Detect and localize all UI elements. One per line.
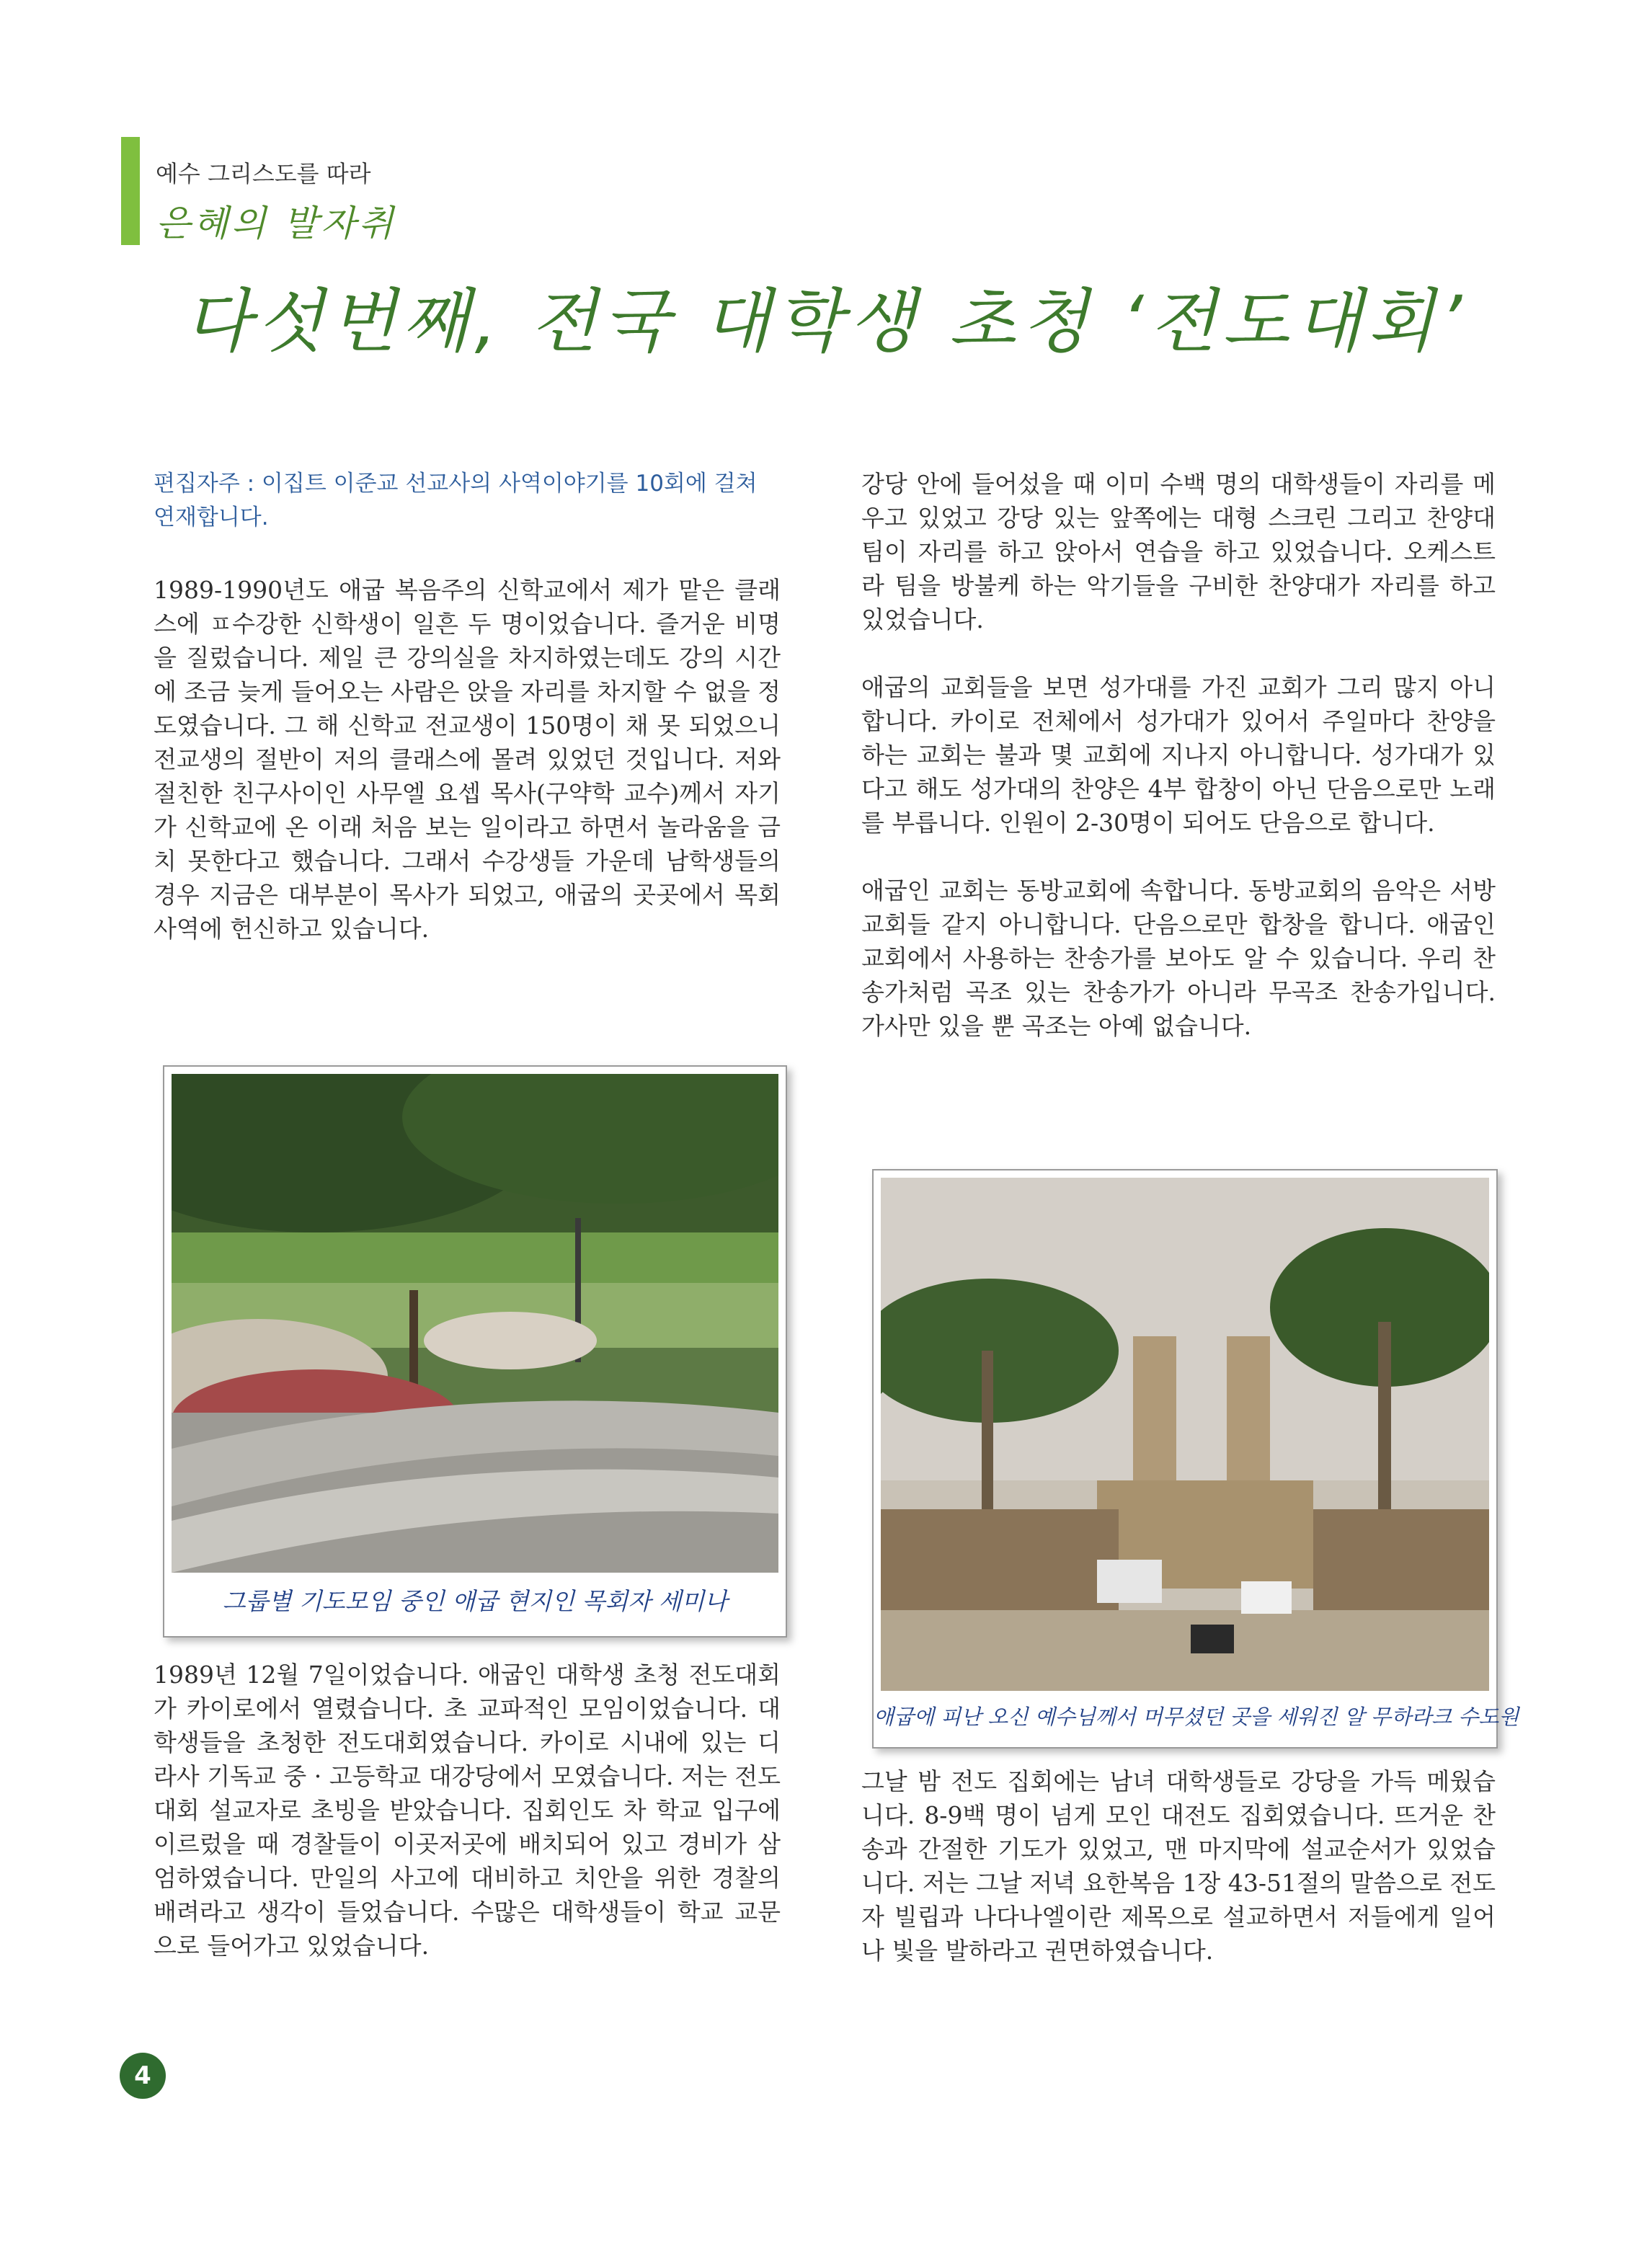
right-paragraph-1: 강당 안에 들어섰을 때 이미 수백 명의 대학생들이 자리를 메우고 있었고 강당 있는 앞쪽에는 대형 스크린 그리고 찬양대 팀이 자리를 하고 앉아서 연습을 하고 있었습니다. 오케스트라 팀을 방불케 하는 악기들을 구비한 찬양대가 자리를 하고 있었습니다.	[861, 470, 1496, 634]
monastery-photo	[872, 1169, 1519, 1749]
monastery-photo-image	[881, 1178, 1489, 1691]
left-column-top	[154, 573, 781, 946]
left-paragraph-2: 1989년 12월 7일이었습니다. 애굽인 대학생 초청 전도대회가 카이로에서 열렸습니다. 초 교파적인 모임이었습니다. 대학생들을 초청한 전도대회였습니다. 카이로 시내에 있는 디라사 기독교 중 · 고등학교 대강당에서 모였습니다. 저는 전도대회 설교자로 초빙을 받았습니다. 집회인도 차 학교 입구에 이르렀을 때 경찰들이 이곳저곳에 배치되어 있고 경비가 삼엄하였습니다. 만일의 사고에 대비하고 치안을 위한 경찰의 배려라고 생각이 들었습니다. 수많은 대학생들이 학교 교문으로 들어가고 있었습니다.	[154, 1661, 781, 1960]
left-paragraph-1: 1989-1990년도 애굽 복음주의 신학교에서 제가 맡은 클래스에 ㅍ수강한 신학생이 일흔 두 명이었습니다. 즐거운 비명을 질렀습니다. 제일 큰 강의실을 차지하였는데도 강의 시간에 조금 늦게 들어오는 사람은 앉을 자리를 차지할 수 없을 정도였습니다. 그 해 신학교 전교생이 150명이 채 못 되었으니 전교생의 절반이 저의 클래스에 몰려 있었던 것입니다. 저와 절친한 친구사이인 사무엘 요셉 목사(구약학 교수)께서 자기가 신학교에 온 이래 처음 보는 일이라고 하면서 놀라움을 금치 못한다고 했습니다. 그래서 수강생들 가운데 남학생들의 경우 지금은 대부분이 목사가 되었고, 애굽의 곳곳에서 목회사역에 헌신하고 있습니다.	[154, 576, 781, 943]
article-title: 다섯번째, 전국 대학생 초청 ‘전도대회’	[184, 281, 1468, 362]
page-number: 4	[120, 2053, 166, 2099]
editor-note: 편집자주 : 이집트 이준교 선교사의 사역이야기를 10회에 걸쳐 연재합니다.	[154, 471, 758, 530]
header-accent-bar	[121, 137, 140, 245]
left-column-bottom	[154, 1658, 781, 1963]
seminar-photo	[163, 1065, 787, 1638]
right-paragraph-2: 애굽의 교회들을 보면 성가대를 가진 교회가 그리 많지 아니합니다. 카이로 전체에서 성가대가 있어서 주일마다 찬양을 하는 교회는 불과 몇 교회에 지나지 아니합니다. 성가대가 있다고 해도 성가대의 찬양은 4부 합창이 아닌 단음으로만 노래를 부릅니다. 인원이 2-30명이 되어도 단음으로 합니다.	[861, 673, 1496, 837]
right-column-top	[861, 467, 1496, 1043]
series-title: 은혜의 발자취	[156, 203, 396, 244]
monastery-photo-caption: 애굽에 피난 오신 예수님께서 머무셨던 곳을 세워진 알 무하라크 수도원	[874, 1705, 1519, 1729]
seminar-photo-image	[172, 1074, 778, 1573]
seminar-photo-caption: 그룹별 기도모임 중인 애굽 현지인 목회자 세미나	[222, 1587, 728, 1615]
right-paragraph-4: 그날 밤 전도 집회에는 남녀 대학생들로 강당을 가득 메웠습니다. 8-9백 명이 넘게 모인 대전도 집회였습니다. 뜨거운 찬송과 간절한 기도가 있었고, 맨 마지막에 설교순서가 있었습니다. 저는 그날 저녁 요한복음 1장 43-51절의 말씀으로 전도자 빌립과 나다나엘이란 제목으로 설교하면서 저들에게 일어나 빛을 발하라고 권면하였습니다.	[861, 1767, 1496, 1965]
right-paragraph-3: 애굽인 교회는 동방교회에 속합니다. 동방교회의 음악은 서방교회들 같지 아니합니다. 단음으로만 합창을 합니다. 애굽인 교회에서 사용하는 찬송가를 보아도 알 수 있습니다. 우리 찬송가처럼 곡조 있는 찬송가가 아니라 무곡조 찬송가입니다. 가사만 있을 뿐 곡조는 아예 없습니다.	[861, 876, 1496, 1040]
right-column-bottom	[861, 1764, 1496, 1968]
series-label: 예수 그리스도를 따라	[156, 160, 371, 187]
